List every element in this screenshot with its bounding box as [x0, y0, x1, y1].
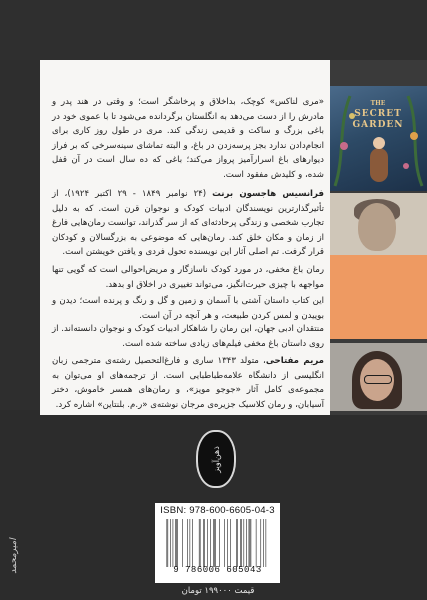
barcode-bar [236, 519, 237, 567]
book-cover-title-small: THE [370, 100, 386, 107]
designer-signature [8, 525, 40, 595]
barcode-bar [203, 519, 204, 567]
barcode-bar [237, 519, 238, 567]
translator-bio-text: ، متولد ۱۳۴۳ ساری و فارغ‌التحصیل رشته‌ی مترجمی زبان انگلیسی از دانشگاه علامه‌طباطبایی است. از ترجمه‌های او می‌توان به مجموعه‌ی کامل آثار «جوجو مویز»، و رمان‌های همسر خاموش، دختر آسیابان، و رمان کلاسیک جزیره‌ی مرجان نوشته‌ی «ر.م. بلنتاین» اشاره کرد. [52, 356, 324, 410]
barcode-bar [249, 519, 250, 567]
barcode-bar [227, 519, 228, 567]
barcode-bar [261, 519, 262, 567]
publisher-logo [196, 430, 236, 488]
barcode-number: 9 786006 605043 [173, 565, 262, 575]
barcode-bar [263, 519, 264, 567]
barcode-bar [251, 519, 252, 567]
price-label: قیمت ۱۹۹۰۰۰ تومان [181, 586, 255, 596]
author-bio-text: (۲۴ نوامبر ۱۸۴۹ - ۲۹ اکتبر ۱۹۲۴)، از تأثیرگذارترین نویسندگان ادبیات کودک و نوجوان قرن است. که به دلیل تجارب شخصی و زندگی پرحادثه‌ای که از سر گذراند، توانست رمان‌هایی فارغ از زمان و مکان خلق کند. رمان‌هایی که موضوعی به بزرگسالان و کودکان قرار گرفت. تم اصلی آثار این نویسنده تحول فردی و یافتن خویشتن است. [52, 189, 324, 258]
barcode-bar [190, 519, 191, 567]
novel-description-paragraph: رمان باغ مخفی، در مورد کودک ناسازگار و مریض‌احوالی است که گویی تنها مواجهه با چیزی حیرت‌انگیز، می‌تواند تغییری در اخلاق او بدهد. [52, 265, 324, 290]
barcode-bar [175, 519, 176, 567]
signature-text: امیرمحمد [8, 538, 19, 574]
translator-bio-paragraph [52, 354, 324, 412]
book-cover-title [334, 98, 422, 131]
synopsis-paragraph: «مری لناکس» کوچک، بداخلاق و پرخاشگر است؛ و وقتی در هند پدر و مادرش را از دست می‌دهد به انگلستان برگردانده می‌شود تا با عموی خود در باغی بزرگ و ساکت و قدیمی زندگی کند. مری در طول روز کاری برای انجام‌دادن ندارد بجز پرسه‌زدن در باغ، و البته تماشای سینه‌سرخی که بر فراز دیوارهای باغ اسرارآمیز پرواز می‌کند؛ باغی که ده سال است در آن قفل شده، و کلیدش مفقود است. [52, 97, 324, 180]
barcode-bar [182, 519, 183, 567]
barcode-bar [230, 519, 231, 567]
barcode-bar [250, 519, 251, 567]
barcode-bar [224, 519, 225, 567]
glasses-icon [364, 375, 392, 384]
barcode-bar [266, 519, 267, 567]
book-cover-title-main: SECRET GARDEN [352, 109, 404, 130]
barcode-bar [177, 519, 178, 567]
barcode [163, 519, 273, 567]
barcode-bar [187, 519, 188, 567]
barcode-bar [214, 519, 215, 567]
nature-paragraph: این کتاب داستان آشتی با آسمان و زمین و گل و رنگ و پرنده است؛ دیدن و بوییدن و لمس کردن طبیعت، و هر آنچه در آن است. [52, 296, 324, 321]
barcode-bar [199, 519, 200, 567]
barcode-bar [204, 519, 205, 567]
isbn-label: ISBN: 978-600-6605-04-3 [160, 505, 275, 516]
orange-accent-block [330, 255, 427, 339]
barcode-bar [215, 519, 216, 567]
author-face [358, 203, 396, 251]
barcode-bar [207, 519, 208, 567]
barcode-bar [244, 519, 245, 567]
author-portrait [330, 193, 427, 255]
barcode-bar [213, 519, 214, 567]
barcode-bar [168, 519, 169, 567]
author-bio-paragraph [52, 187, 324, 260]
barcode-bar [167, 519, 168, 567]
barcode-bar [192, 519, 193, 567]
barcode-bar [170, 519, 171, 567]
translator-portrait [330, 343, 427, 411]
barcode-bar [240, 519, 241, 567]
barcode-bar [173, 519, 174, 567]
barcode-bar [246, 519, 247, 567]
top-band [0, 0, 427, 60]
author-name: فرانسیس هاجسون برنت [212, 189, 324, 199]
barcode-bar [219, 519, 220, 567]
barcode-bar [241, 519, 242, 567]
barcode-bar [200, 519, 201, 567]
publisher-logo-text: ذهن‌آویز [211, 445, 221, 473]
critics-paragraph: منتقدان ادبی جهان، این رمان را شاهکار ادبیات کودک و نوجوان دانسته‌اند. از روی داستان باغ مخفی فیلم‌های زیادی ساخته شده است. [52, 324, 324, 349]
translator-name: مریم مفتاحی [265, 356, 324, 366]
barcode-bar [256, 519, 257, 567]
barcode-bar [176, 519, 177, 567]
isbn-barcode-box [155, 503, 280, 583]
barcode-bar [210, 519, 211, 567]
